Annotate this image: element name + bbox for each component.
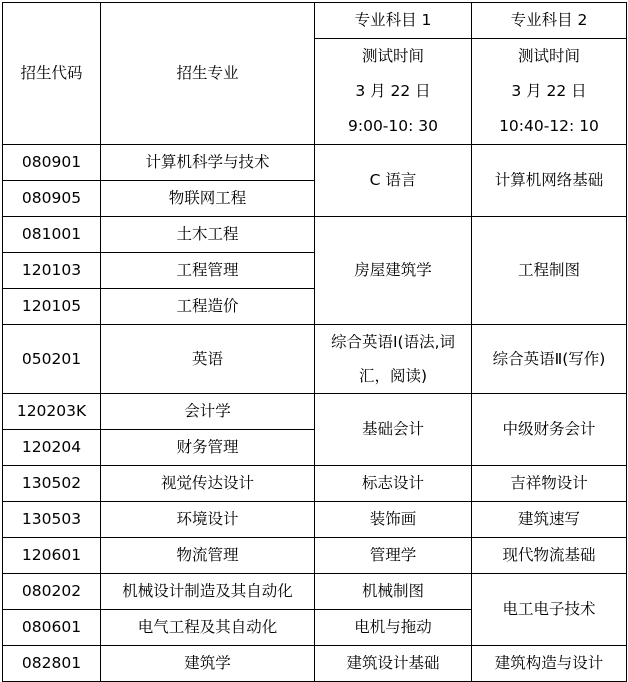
row-code: 120105 <box>3 289 101 325</box>
header-major: 招生专业 <box>101 3 315 145</box>
subject2-cell: 建筑速写 <box>472 502 627 538</box>
subject1-cell: 电机与拖动 <box>315 610 472 646</box>
row-code: 080905 <box>3 181 101 217</box>
subject2-cell: 工程制图 <box>472 217 627 325</box>
row-major: 建筑学 <box>101 646 315 682</box>
subject2-cell: 现代物流基础 <box>472 538 627 574</box>
subject2-date: 3 月 22 日 <box>472 74 627 109</box>
row-code: 130503 <box>3 502 101 538</box>
row-major: 计算机科学与技术 <box>101 145 315 181</box>
row-major: 会计学 <box>101 394 315 430</box>
subject1-cell: C 语言 <box>315 145 472 217</box>
row-code: 120103 <box>3 253 101 289</box>
row-major: 英语 <box>101 325 315 394</box>
row-major: 物流管理 <box>101 538 315 574</box>
subject1-cell: 标志设计 <box>315 466 472 502</box>
subject1-date: 3 月 22 日 <box>315 74 472 109</box>
row-code: 130502 <box>3 466 101 502</box>
admission-subject-table <box>2 2 627 682</box>
header-code: 招生代码 <box>3 3 101 145</box>
row-code: 080901 <box>3 145 101 181</box>
header-subject1-title: 专业科目 1 <box>315 3 472 39</box>
row-major: 电气工程及其自动化 <box>101 610 315 646</box>
row-code: 080601 <box>3 610 101 646</box>
row-major: 工程造价 <box>101 289 315 325</box>
row-major: 财务管理 <box>101 430 315 466</box>
subject1-cell: 房屋建筑学 <box>315 217 472 325</box>
header-subject2-title: 专业科目 2 <box>472 3 627 39</box>
subject2-cell: 计算机网络基础 <box>472 145 627 217</box>
subject1-cell <box>315 325 472 394</box>
row-major: 物联网工程 <box>101 181 315 217</box>
subject2-cell: 电工电子技术 <box>472 574 627 646</box>
subject2-time-label: 测试时间 <box>472 39 627 75</box>
subject1-cell: 建筑设计基础 <box>315 646 472 682</box>
subject1-cell: 装饰画 <box>315 502 472 538</box>
row-code: 120203K <box>3 394 101 430</box>
row-major: 土木工程 <box>101 217 315 253</box>
subject1-time: 9:00-10: 30 <box>315 109 472 145</box>
row-code: 081001 <box>3 217 101 253</box>
row-major: 环境设计 <box>101 502 315 538</box>
subject2-text: 综合英语Ⅱ(写作) <box>492 350 606 368</box>
row-code: 082801 <box>3 646 101 682</box>
row-major: 机械设计制造及其自动化 <box>101 574 315 610</box>
subject2-cell: 中级财务会计 <box>472 394 627 466</box>
subject2-cell: 吉祥物设计 <box>472 466 627 502</box>
subject2-time: 10:40-12: 10 <box>472 109 627 145</box>
row-code: 120601 <box>3 538 101 574</box>
row-code: 120204 <box>3 430 101 466</box>
subject1-text: 综合英语Ⅰ(语法,词汇，阅读) <box>330 333 456 385</box>
row-major: 视觉传达设计 <box>101 466 315 502</box>
subject1-time-label: 测试时间 <box>315 39 472 75</box>
row-code: 080202 <box>3 574 101 610</box>
subject2-cell <box>472 325 627 394</box>
subject1-cell: 机械制图 <box>315 574 472 610</box>
subject2-cell: 建筑构造与设计 <box>472 646 627 682</box>
row-major: 工程管理 <box>101 253 315 289</box>
row-code: 050201 <box>3 325 101 394</box>
subject1-cell: 基础会计 <box>315 394 472 466</box>
subject1-cell: 管理学 <box>315 538 472 574</box>
